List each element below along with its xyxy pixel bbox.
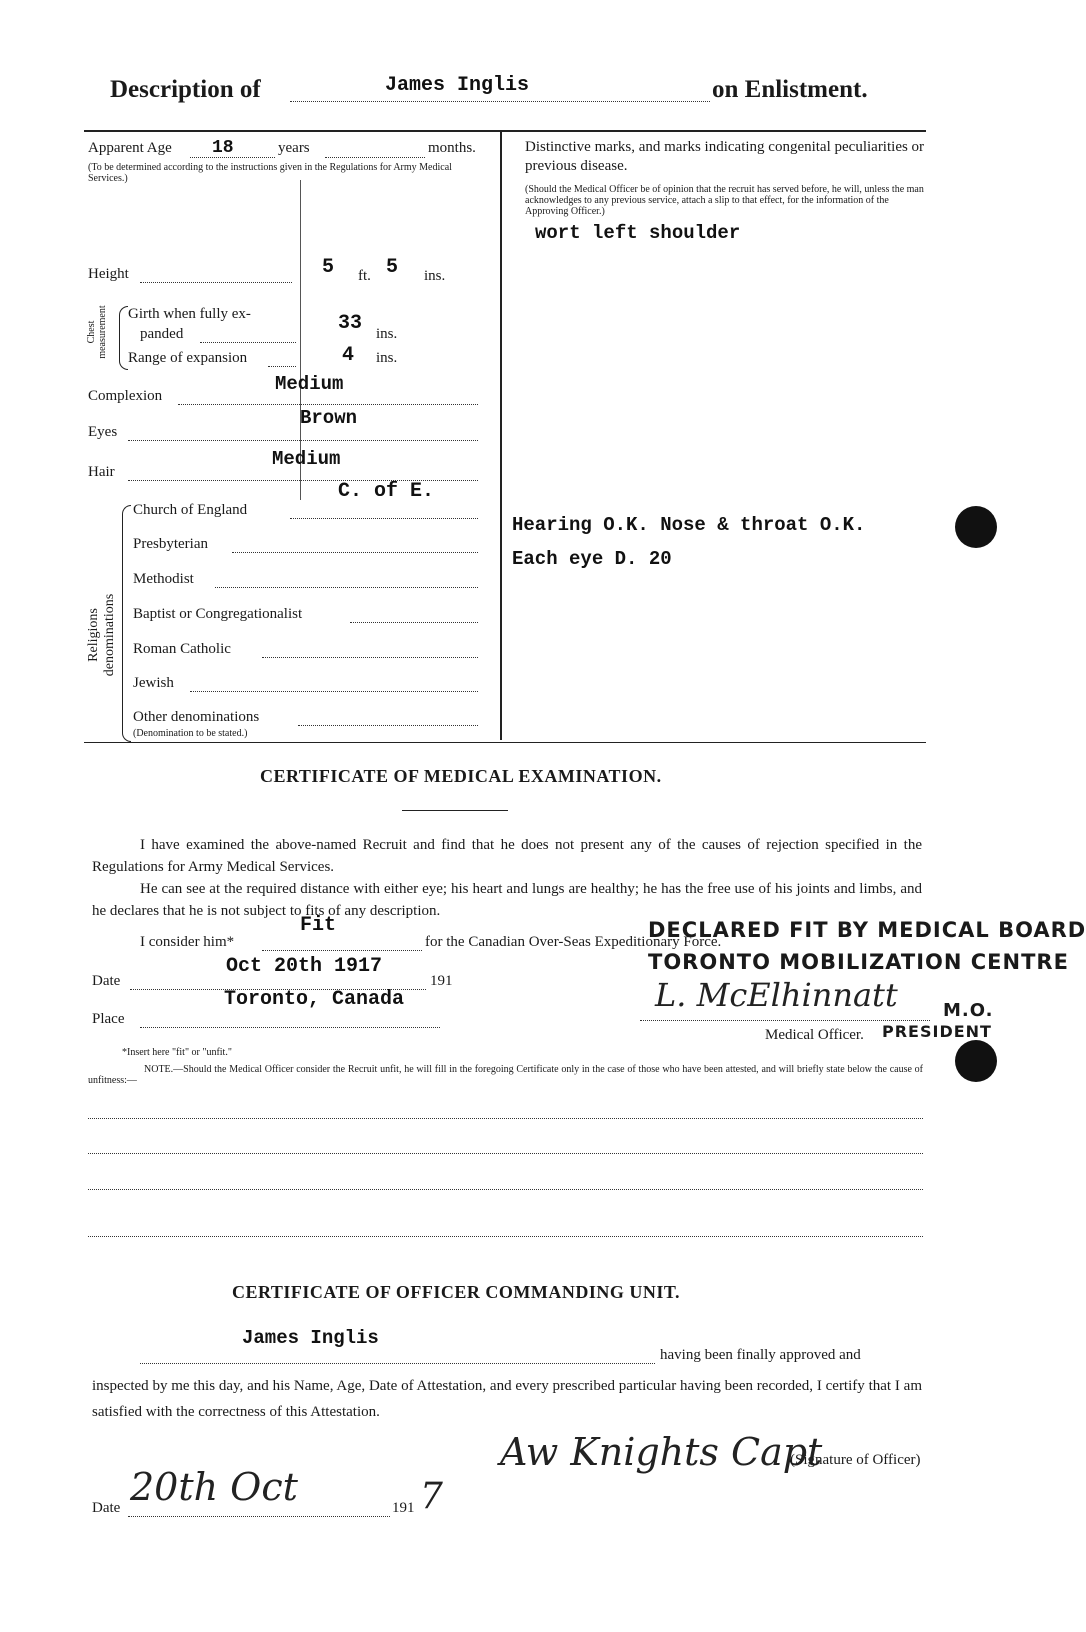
medical-year-label: 191	[430, 973, 453, 989]
hearing-line-1: Hearing O.K. Nose & throat O.K.	[512, 514, 866, 536]
header-suffix: on Enlistment.	[712, 76, 868, 103]
header-name: James Inglis	[385, 74, 530, 97]
religion-dots-0	[290, 518, 478, 519]
punch-hole-bottom	[955, 1040, 997, 1082]
table-bottom-rule	[84, 742, 926, 743]
medical-heading-rule	[402, 810, 508, 811]
girth-ins-label: ins.	[376, 326, 398, 342]
consider-label: I consider him*	[140, 934, 235, 950]
age-note: (To be determined according to the instructions given in the Regulations for Army Medical Services.)	[88, 162, 452, 184]
religion-church-of-england: Church of England	[133, 502, 248, 518]
girth-label-1: Girth when fully ex-	[128, 306, 251, 322]
religion-dots-3	[350, 622, 478, 623]
eyes-dots	[128, 440, 478, 441]
insert-note: *Insert here "fit" or "unfit."	[122, 1047, 232, 1058]
unfit-line-4	[88, 1236, 923, 1237]
medical-date-value: Oct 20th 1917	[226, 955, 383, 978]
religions-brace	[122, 505, 131, 742]
complexion-dots	[178, 404, 478, 405]
religion-dots-2	[215, 587, 478, 588]
consider-dots	[262, 950, 422, 951]
chest-brace	[119, 306, 128, 370]
commanding-date-label: Date	[92, 1500, 121, 1516]
board-stamp-line-1: DECLARED FIT BY MEDICAL BOARD	[648, 918, 1086, 942]
religion-dots-4	[262, 657, 478, 658]
commanding-heading: CERTIFICATE OF OFFICER COMMANDING UNIT.	[232, 1282, 681, 1302]
religion-presbyterian: Presbyterian	[133, 536, 208, 552]
marks-note: (Should the Medical Officer be of opinion that the recruit has served before, he will, unless the man acknowledges to any previous service, attach a slip to that effect, for the information of the Approving Officer.)	[525, 184, 924, 217]
range-ins-label: ins.	[376, 350, 398, 366]
unfit-note: NOTE.—Should the Medical Officer consider the Recruit unfit, he will fill in the foregoing Certificate only in the case of those who have been attested, and will briefly state below the cause of unfitness:—	[88, 1064, 923, 1086]
months-label: months.	[428, 140, 476, 156]
medical-date-label: Date	[92, 973, 121, 989]
religion-dots-6	[298, 725, 478, 726]
header-line	[290, 101, 710, 102]
place-dots	[140, 1027, 440, 1028]
height-ins-label: ins.	[424, 268, 446, 284]
girth-label-2: panded	[140, 326, 184, 342]
religion-baptist: Baptist or Congregationalist	[133, 606, 303, 622]
religion-roman-catholic: Roman Catholic	[133, 641, 231, 657]
commanding-date-value: 20th Oct	[130, 1465, 298, 1509]
range-value: 4	[342, 344, 355, 367]
eyes-label: Eyes	[88, 424, 118, 440]
girth-dots	[200, 342, 296, 343]
commanding-name-value: James Inglis	[242, 1327, 379, 1349]
range-label: Range of expansion	[128, 350, 248, 366]
signature-of-officer-label: (Signature of Officer)	[790, 1452, 921, 1468]
religion-value: C. of E.	[338, 480, 435, 503]
height-in-value: 5	[386, 256, 399, 279]
ft-label: ft.	[358, 268, 371, 284]
punch-hole-top	[955, 506, 997, 548]
religion-other: Other denominations	[133, 709, 260, 725]
place-label: Place	[92, 1011, 125, 1027]
place-value: Toronto, Canada	[224, 988, 405, 1011]
girth-value: 33	[338, 312, 363, 335]
marks-value: wort left shoulder	[535, 222, 741, 244]
medical-officer-signature: L. McElhinnatt	[655, 976, 898, 1014]
commanding-date-dots	[128, 1516, 390, 1517]
years-label: years	[278, 140, 310, 156]
medical-para-2: He can see at the required distance with either eye; his heart and lungs are healthy; he has the free use of his joints and limbs, and he declares that he is not subject to fits of any description.	[92, 881, 922, 919]
table-top-rule	[84, 130, 926, 132]
religion-methodist: Methodist	[133, 571, 194, 587]
board-stamp-mo: M.O.	[943, 1000, 994, 1021]
hearing-line-2: Each eye D. 20	[512, 548, 672, 570]
range-dots	[268, 366, 296, 367]
commanding-name-dots	[140, 1363, 655, 1364]
denomination-note: (Denomination to be stated.)	[133, 728, 248, 739]
commanding-year-value: 7	[420, 1476, 443, 1517]
fit-value: Fit	[300, 914, 337, 937]
height-dots	[140, 282, 292, 283]
table-center-rule	[500, 130, 502, 740]
unfit-line-2	[88, 1153, 923, 1154]
header-prefix: Description of	[110, 76, 261, 103]
commanding-year-label: 191	[392, 1500, 415, 1516]
months-dots	[325, 157, 425, 158]
medical-heading: CERTIFICATE OF MEDICAL EXAMINATION.	[260, 766, 662, 786]
unfit-line-1	[88, 1118, 923, 1119]
chest-measurement-label: Chest measurement	[86, 305, 108, 359]
age-dots	[190, 157, 275, 158]
unfit-line-3	[88, 1189, 923, 1190]
board-stamp-line-2: TORONTO MOBILIZATION CENTRE	[648, 950, 1069, 974]
approved-label: having been finally approved and	[660, 1347, 861, 1363]
complexion-value: Medium	[275, 373, 344, 395]
board-stamp-president: PRESIDENT	[882, 1022, 992, 1041]
height-ft-value: 5	[322, 256, 335, 279]
medical-para-1: I have examined the above-named Recruit and find that he does not present any of the causes of rejection specified in the Regulations for Army Medical Services.	[92, 837, 922, 875]
eyes-value: Brown	[300, 407, 358, 429]
medical-officer-label: Medical Officer.	[765, 1027, 864, 1043]
religion-dots-1	[232, 552, 478, 553]
commanding-para: inspected by me this day, and his Name, Age, Date of Attestation, and every prescribed particular having been recorded, I certify that I am satisfied with the correctness of this Attestation.	[92, 1378, 922, 1420]
age-value: 18	[212, 138, 234, 158]
apparent-age-label: Apparent Age	[88, 140, 172, 156]
marks-heading: Distinctive marks, and marks indicating congenital peculiarities or previous disease.	[525, 139, 925, 174]
for-label: for the Canadian Over-Seas Expeditionary Force.	[425, 934, 722, 950]
religion-dots-5	[190, 691, 478, 692]
hair-value: Medium	[272, 448, 341, 470]
religions-label: Religions denominations	[86, 593, 117, 677]
religion-jewish: Jewish	[133, 675, 174, 691]
signature-dots	[640, 1020, 930, 1021]
height-label: Height	[88, 266, 129, 282]
commanding-officer-signature: Aw Knights Capt	[500, 1430, 823, 1474]
hair-label: Hair	[88, 464, 115, 480]
complexion-label: Complexion	[88, 388, 163, 404]
